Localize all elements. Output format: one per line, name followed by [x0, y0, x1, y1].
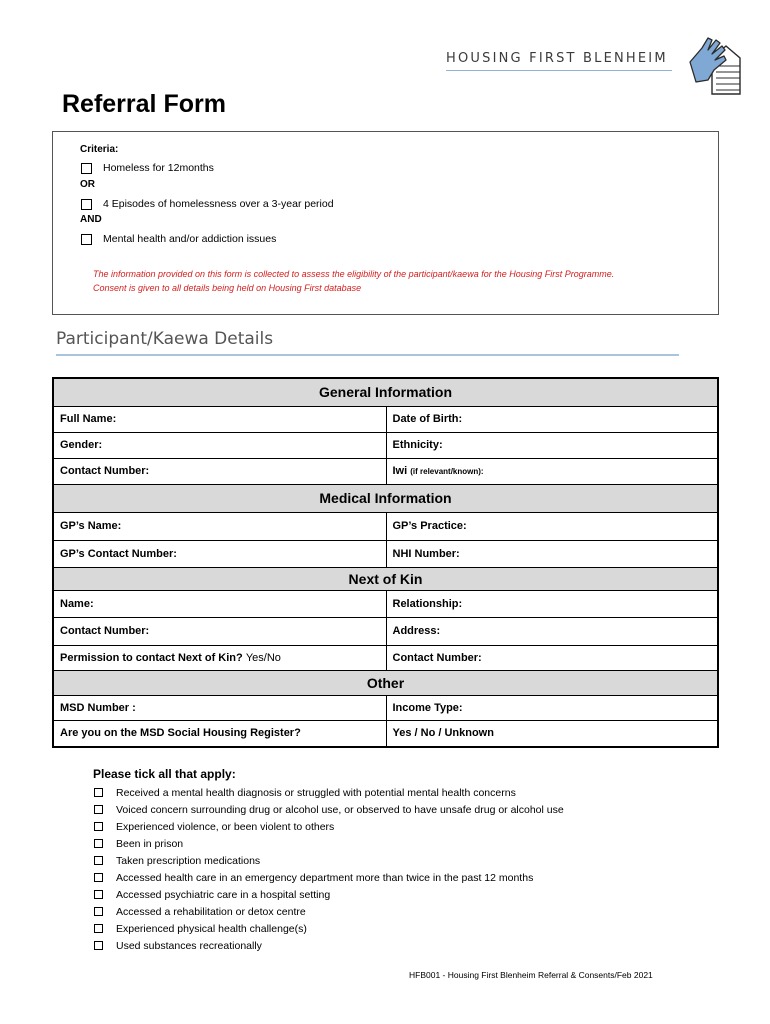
list-item-label: Experienced violence, or been violent to others	[116, 820, 335, 833]
list-item[interactable]	[94, 835, 564, 852]
kin-relationship-field[interactable]: Relationship:	[386, 590, 718, 617]
criteria-checkbox[interactable]	[81, 199, 92, 210]
gp-name-field[interactable]: GP’s Name:	[53, 512, 386, 540]
list-item-label: Voiced concern surrounding drug or alcohol use, or observed to have unsafe drug or alcohol use	[116, 803, 564, 816]
ethnicity-field[interactable]: Ethnicity:	[386, 432, 718, 458]
list-item-label: Taken prescription medications	[116, 854, 261, 867]
org-name: HOUSING FIRST BLENHEIM	[446, 51, 668, 66]
criteria-checkbox[interactable]	[81, 234, 92, 245]
criteria-or: OR	[80, 179, 95, 190]
kin-name-field[interactable]: Name:	[53, 590, 386, 617]
list-item[interactable]	[94, 801, 564, 818]
checkbox[interactable]	[94, 890, 103, 899]
participant-details-table	[52, 377, 719, 748]
section-title: Participant/Kaewa Details	[56, 329, 274, 349]
criteria-label: Criteria:	[80, 144, 119, 155]
criteria-item-label: Homeless for 12months	[103, 162, 214, 174]
msd-register-field[interactable]: Are you on the MSD Social Housing Register?	[53, 720, 386, 747]
list-item[interactable]	[94, 920, 564, 937]
list-item-label: Experienced physical health challenge(s)	[116, 922, 307, 935]
checkbox[interactable]	[94, 941, 103, 950]
page-title: Referral Form	[62, 90, 226, 118]
apply-checklist	[94, 784, 564, 954]
section-rule	[56, 354, 679, 356]
msd-number-field[interactable]: MSD Number :	[53, 695, 386, 720]
checkbox[interactable]	[94, 907, 103, 916]
criteria-item-label: Mental health and/or addiction issues	[103, 233, 277, 245]
kin-permission-field[interactable]	[53, 645, 386, 670]
medical-info-heading: Medical Information	[53, 484, 718, 512]
checkbox[interactable]	[94, 856, 103, 865]
list-item-label: Used substances recreationally	[116, 939, 262, 952]
list-item[interactable]	[94, 937, 564, 954]
kin-permission-options: Yes/No	[245, 651, 281, 664]
criteria-checkbox[interactable]	[81, 163, 92, 174]
dob-field[interactable]: Date of Birth:	[386, 406, 718, 432]
list-item[interactable]	[94, 784, 564, 801]
eligibility-notice	[93, 267, 693, 295]
list-item[interactable]	[94, 886, 564, 903]
kin-contact-field[interactable]: Contact Number:	[53, 617, 386, 645]
document-footer: HFB001 - Housing First Blenheim Referral & Consents/Feb 2021	[409, 970, 653, 980]
list-item[interactable]	[94, 903, 564, 920]
kin-permission-label: Permission to contact Next of Kin?	[60, 651, 243, 664]
criteria-item-episodes[interactable]	[81, 198, 334, 210]
checkbox[interactable]	[94, 805, 103, 814]
kin-address-field[interactable]: Address:	[386, 617, 718, 645]
criteria-and: AND	[80, 214, 102, 225]
gp-practice-field[interactable]: GP’s Practice:	[386, 512, 718, 540]
checkbox[interactable]	[94, 788, 103, 797]
other-heading: Other	[53, 670, 718, 695]
checkbox[interactable]	[94, 924, 103, 933]
list-item[interactable]	[94, 852, 564, 869]
hand-house-icon	[688, 34, 742, 96]
criteria-item-mental-health[interactable]	[81, 233, 276, 245]
notice-line-1: The information provided on this form is collected to assess the eligibility of the participant/kaewa for the Housing First Programme.	[93, 269, 615, 279]
criteria-item-label: 4 Episodes of homelessness over a 3-year period	[103, 198, 334, 210]
next-of-kin-heading: Next of Kin	[53, 567, 718, 590]
general-info-heading: General Information	[53, 378, 718, 406]
full-name-field[interactable]: Full Name:	[53, 406, 386, 432]
checkbox[interactable]	[94, 839, 103, 848]
apply-heading: Please tick all that apply:	[93, 767, 236, 781]
income-type-field[interactable]: Income Type:	[386, 695, 718, 720]
list-item-label: Accessed psychiatric care in a hospital setting	[116, 888, 331, 901]
criteria-box	[52, 131, 719, 315]
kin-contact-2-field[interactable]: Contact Number:	[386, 645, 718, 670]
nhi-field[interactable]: NHI Number:	[386, 540, 718, 567]
msd-register-options[interactable]: Yes / No / Unknown	[386, 720, 718, 747]
list-item-label: Accessed health care in an emergency department more than twice in the past 12 months	[116, 871, 534, 884]
list-item-label: Accessed a rehabilitation or detox centre	[116, 905, 306, 918]
contact-number-field[interactable]: Contact Number:	[53, 458, 386, 484]
notice-line-2: Consent is given to all details being held on Housing First database	[93, 283, 362, 293]
gender-field[interactable]: Gender:	[53, 432, 386, 458]
iwi-label: Iwi	[392, 465, 408, 477]
list-item-label: Received a mental health diagnosis or struggled with potential mental health concerns	[116, 786, 516, 799]
list-item[interactable]	[94, 869, 564, 886]
checkbox[interactable]	[94, 873, 103, 882]
iwi-field[interactable]	[386, 458, 718, 484]
gp-contact-field[interactable]: GP’s Contact Number:	[53, 540, 386, 567]
list-item-label: Been in prison	[116, 837, 184, 850]
org-rule	[446, 70, 672, 71]
criteria-item-homeless[interactable]	[81, 162, 214, 174]
checkbox[interactable]	[94, 822, 103, 831]
list-item[interactable]	[94, 818, 564, 835]
iwi-note: (if relevant/known):	[410, 467, 484, 476]
